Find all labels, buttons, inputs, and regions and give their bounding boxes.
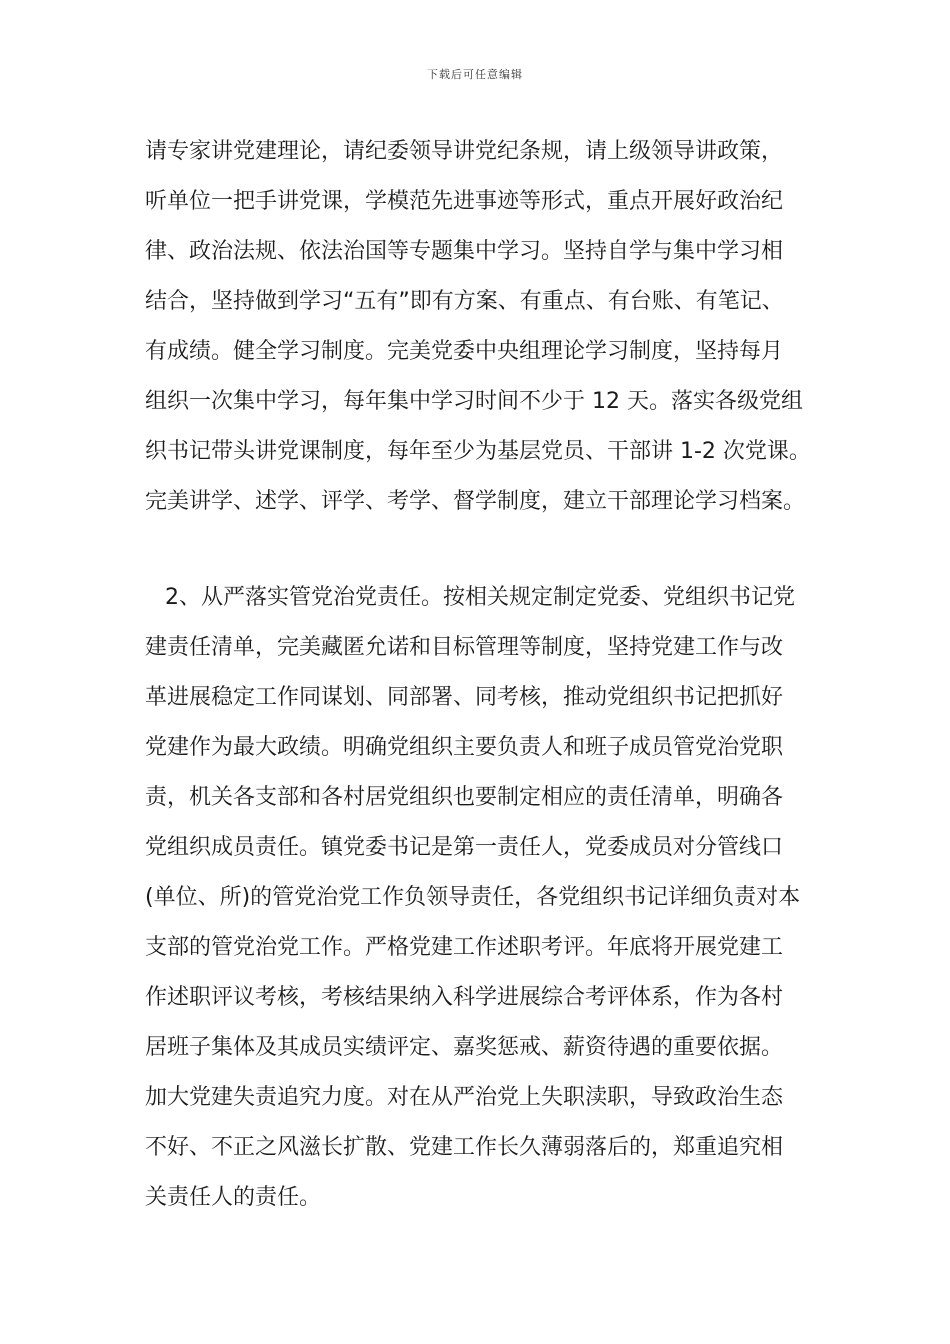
text-line: 律、政治法规、依法治国等专题集中学习。坚持自学与集中学习相 <box>145 239 784 264</box>
text-line: (单位、所)的管党治党工作负领导责任，各党组织书记详细负责对本 <box>145 885 801 910</box>
text-line: 建责任清单，完美藏匿允诺和目标管理等制度，坚持党建工作与改 <box>145 635 784 660</box>
text-line: 2、从严落实管党治党责任。按相关规定制定党委、党组织书记党 <box>165 585 795 610</box>
text-line: 居班子集体及其成员实绩评定、嘉奖惩戒、薪资待遇的重要依据。 <box>145 1035 784 1060</box>
paragraph-1 <box>145 127 845 527</box>
text-line: 党建作为最大政绩。明确党组织主要负责人和班子成员管党治党职 <box>145 735 784 760</box>
text-line: 不好、不正之风滋长扩散、党建工作长久薄弱落后的，郑重追究相 <box>145 1135 784 1160</box>
text-line: 组织一次集中学习，每年集中学习时间不少于 12 天。落实各级党组 <box>145 389 803 414</box>
text-line: 关责任人的责任。 <box>145 1185 322 1210</box>
text-line: 结合，坚持做到学习“五有”即有方案、有重点、有台账、有笔记、 <box>145 289 784 314</box>
paragraph-2 <box>145 573 845 1223</box>
page-header: 下载后可任意编辑 <box>427 68 523 81</box>
text-line: 加大党建失责追究力度。对在从严治党上失职渎职，导致政治生态 <box>145 1085 784 1110</box>
text-line: 有成绩。健全学习制度。完美党委中央组理论学习制度，坚持每月 <box>145 339 784 364</box>
text-line: 支部的管党治党工作。严格党建工作述职考评。年底将开展党建工 <box>145 935 784 960</box>
text-line: 请专家讲党建理论，请纪委领导讲党纪条规，请上级领导讲政策， <box>145 139 784 164</box>
text-line: 责，机关各支部和各村居党组织也要制定相应的责任清单，明确各 <box>145 785 784 810</box>
text-line: 革进展稳定工作同谋划、同部署、同考核，推动党组织书记把抓好 <box>145 685 784 710</box>
text-line: 听单位一把手讲党课，学模范先进事迹等形式，重点开展好政治纪 <box>145 189 784 214</box>
text-line: 织书记带头讲党课制度，每年至少为基层党员、干部讲 1-2 次党课。 <box>145 439 811 464</box>
text-line: 党组织成员责任。镇党委书记是第一责任人，党委成员对分管线口 <box>145 835 784 860</box>
text-line: 完美讲学、述学、评学、考学、督学制度，建立干部理论学习档案。 <box>145 489 806 514</box>
text-line: 作述职评议考核，考核结果纳入科学进展综合考评体系，作为各村 <box>145 985 784 1010</box>
